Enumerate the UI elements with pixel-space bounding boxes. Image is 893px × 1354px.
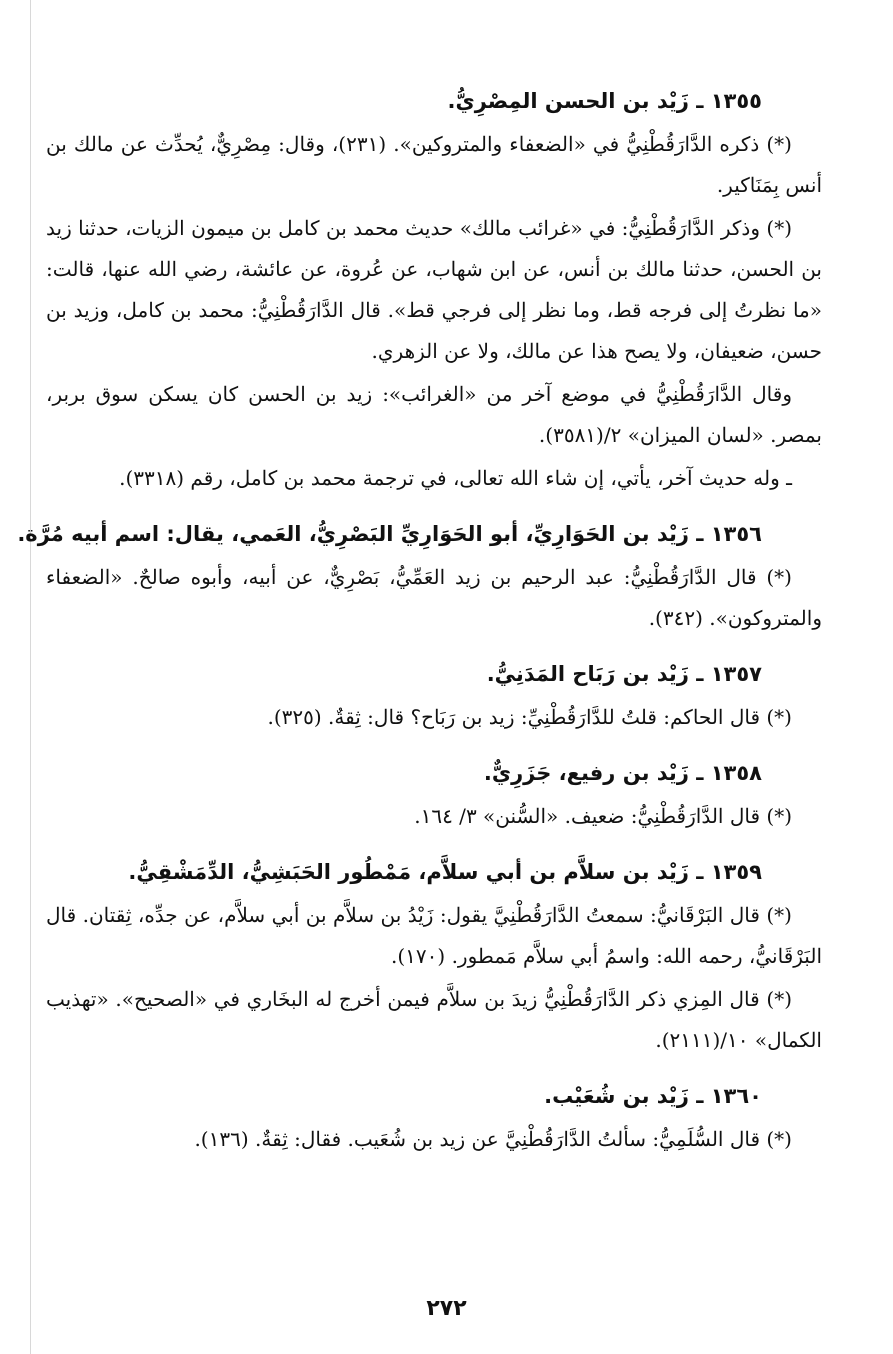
entry-paragraph: وقال الدَّارَقُطْنِيُّ في موضع آخر من «الغرائب»: زيد بن الحسن كان يسكن سوق بربر، بمصر. «لسان الميزان» ٢/(٣٥٨١). (46, 382, 822, 447)
entry-title: ١٣٥٥ ـ زَيْد بن الحسن المِصْرِيُّ. (447, 89, 762, 113)
page-number: ٢٧٢ (426, 1296, 467, 1321)
entry-paragraph: (*) قال الدَّارَقُطْنِيُّ: عبد الرحيم بن زيد العَمِّيُّ، بَصْرِيٌّ، عن أبيه، وأبوه صالحٌ. «الضعفاء والمتروكون». (٣٤٢). (46, 565, 822, 630)
entry-title: ١٣٥٨ ـ زَيْد بن رفيع، جَزَرِيٌّ. (483, 761, 762, 785)
margin-rule (30, 0, 31, 1354)
entry-paragraph: (*) قال الدَّارَقُطْنِيُّ: ضعيف. «السُّنن» ٣/ ١٦٤. (414, 804, 792, 828)
entry-title: ١٣٥٧ ـ زَيْد بن رَبَاح المَدَنِيُّ. (486, 662, 762, 686)
entry-title: ١٣٦٠ ـ زَيْد بن شُعَيْب. (544, 1084, 762, 1108)
entry-title: ١٣٥٦ ـ زَيْد بن الحَوَارِيِّ، أبو الحَوَارِيِّ البَصْرِيُّ، العَمي، يقال: اسم أبيه مُرَّة. (17, 522, 762, 546)
entry-1358 (46, 756, 822, 837)
entry-1355 (46, 84, 822, 499)
entry-paragraph: (*) قال البَرْقَانيُّ: سمعتُ الدَّارَقُطْنِيَّ يقول: زَيْدُ بن سلاَّم بن أبي سلاَّم، عن جدِّه، ثِقتان. قال البَرْقَانيُّ، رحمه الله: واسمُ أبي سلاَّم مَمطور. (١٧٠). (46, 903, 822, 968)
entry-paragraph: ـ وله حديث آخر، يأتي، إن شاء الله تعالى، في ترجمة محمد بن كامل، رقم (٣٣١٨). (119, 466, 792, 490)
entry-paragraph: (*) ذكره الدَّارَقُطْنِيُّ في «الضعفاء والمتروكين». (٢٣١)، وقال: مِصْرِيٌّ، يُحدِّث عن مالك بن أنس بِمَنَاكير. (46, 132, 822, 197)
entry-1357 (46, 657, 822, 738)
entry-paragraph: (*) قال المِزي ذكر الدَّارَقُطْنِيُّ زيدَ بن سلاَّم فيمن أخرج له البخَاري في «الصحيح». «تهذيب الكمال» ١٠/(٢١١١). (46, 987, 822, 1052)
entry-1356 (17, 517, 822, 639)
entry-1360 (46, 1079, 822, 1160)
entry-1359 (46, 855, 822, 1061)
entry-title: ١٣٥٩ ـ زَيْد بن سلاَّم بن أبي سلاَّم، مَمْطُور الحَبَشِيُّ، الدِّمَشْقِيُّ. (128, 860, 762, 884)
entry-paragraph: (*) قال السُّلَمِيُّ: سألتُ الدَّارَقُطْنِيَّ عن زيد بن شُعَيب. فقال: ثِقةٌ. (١٣٦). (194, 1127, 792, 1151)
document-page (17, 78, 822, 1162)
entry-paragraph: (*) قال الحاكم: قلتُ للدَّارَقُطْنِيِّ: زيد بن رَبَاح؟ قال: ثِقةٌ. (٣٢٥). (267, 705, 792, 729)
entry-paragraph: (*) وذكر الدَّارَقُطْنِيُّ: في «غرائب مالك» حديث محمد بن كامل بن ميمون الزيات، حدثنا زيد بن الحسن، حدثنا مالك بن أنس، عن ابن شهاب، عن عُروة، عن عائشة، رضي الله عنها، قالت: «ما نظرتُ إلى فرجه قط، وما نظر إلى فرجي قط». قال الدَّارَقُطْنِيُّ: محمد بن كامل، وزيد بن حسن، ضعيفان، ولا يصح هذا عن مالك، ولا عن الزهري. (46, 216, 822, 363)
